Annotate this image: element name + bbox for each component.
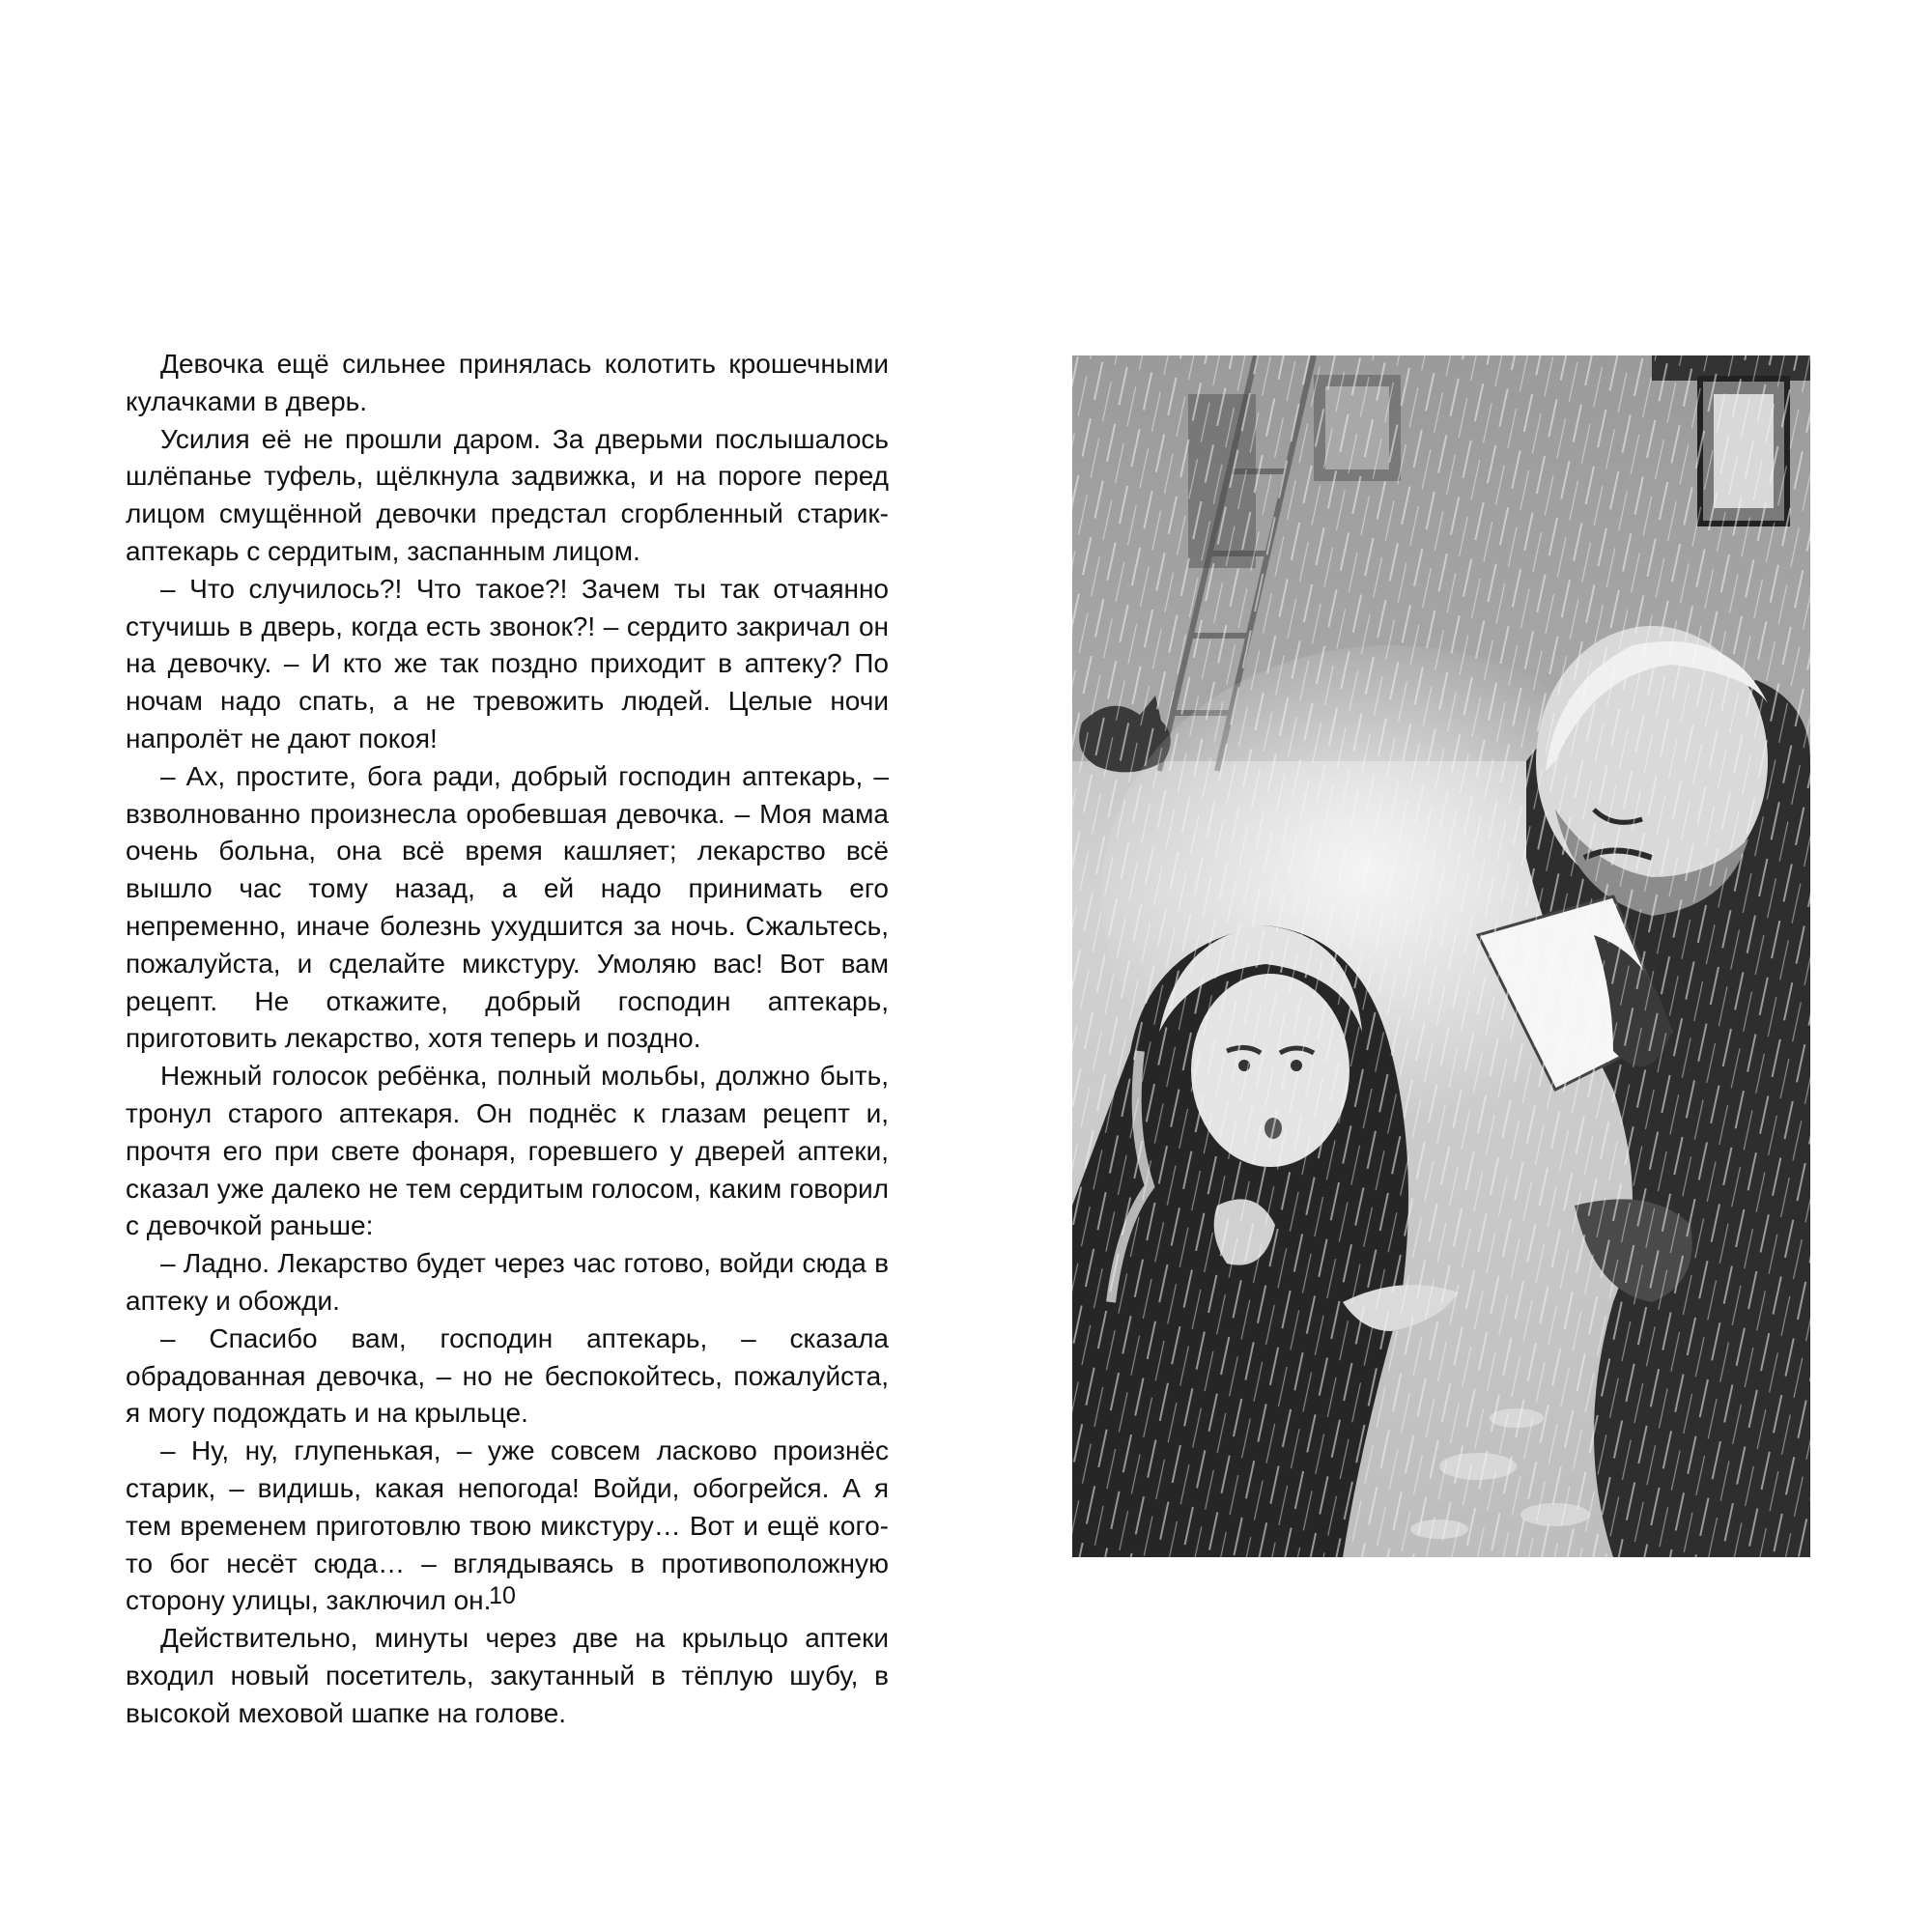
paragraph-1: Девочка ещё сильнее принялась колотить крошечными кулачками в дверь. (126, 349, 889, 416)
paragraph-7: – Спасибо вам, господин аптекарь, – сказала обрадованная девочка, – но не беспокойтесь, пожалуйста, я могу подождать и на крыльце. (126, 1322, 889, 1429)
paragraph-4: – Ах, простите, бога ради, добрый господин аптекарь, – взволнованно произнесла оробевшая девочка. – Моя мама очень больна, она всё время кашляет; лекарство всё вышло час тому назад, а ей надо принимать его непременно, иначе болезнь ухудшится за ночь. Сжальтесь, пожалуйста, и сделайте микстуру. Умоляю вас! Вот вам рецепт. Не откажите, добрый господин аптекарь, приготовить лекарство, хотя теперь и поздно. (126, 760, 889, 1054)
page-number: 10 (489, 1582, 516, 1609)
text-column (126, 346, 889, 1732)
paragraph-5: Нежный голосок ребёнка, полный мольбы, должно быть, тронул старого аптекаря. Он поднёс к глазам рецепт и, прочтя его при свете фонаря, горевшего у дверей аптеки, сказал уже далеко не тем сердитым голосом, каким говорил с девочкой раньше: (126, 1061, 889, 1241)
paragraph-8: – Ну, ну, глупенькая, – уже совсем ласково произнёс старик, – видишь, какая непогода! Войди, обогрейся. А я тем временем приготовлю твою микстуру… Вот и ещё кого-то бог несёт сюда… – вглядываясь в противоположную сторону улицы, заключил он. (126, 1435, 889, 1616)
paragraph-6: – Ладно. Лекарство будет через час готово, войди сюда в аптеку и обожди. (126, 1248, 889, 1316)
paragraph-3: – Что случилось?! Что такое?! Зачем ты так отчаянно стучишь в дверь, когда есть звонок?! – сердито закричал он на девочку. – И кто же так поздно приходит в аптеку? По ночам надо спать, а не тревожить людей. Целые ночи напролёт не дают покоя! (126, 573, 889, 753)
paragraph-2: Усилия её не прошли даром. За дверьми послышалось шлёпанье туфель, щёлкнула задвижка, и на пороге перед лицом смущённой девочки предстал сгорбленный старик-аптекарь с сердитым, заспанным лицом. (126, 423, 889, 566)
illustration-drawing (1072, 355, 1810, 1557)
illustration-girl-and-pharmacist (1072, 355, 1810, 1557)
paragraph-9: Действительно, минуты через две на крыльцо аптеки входил новый посетитель, закутанный в тёплую шубу, в высокой меховой шапке на голове. (126, 1623, 889, 1728)
